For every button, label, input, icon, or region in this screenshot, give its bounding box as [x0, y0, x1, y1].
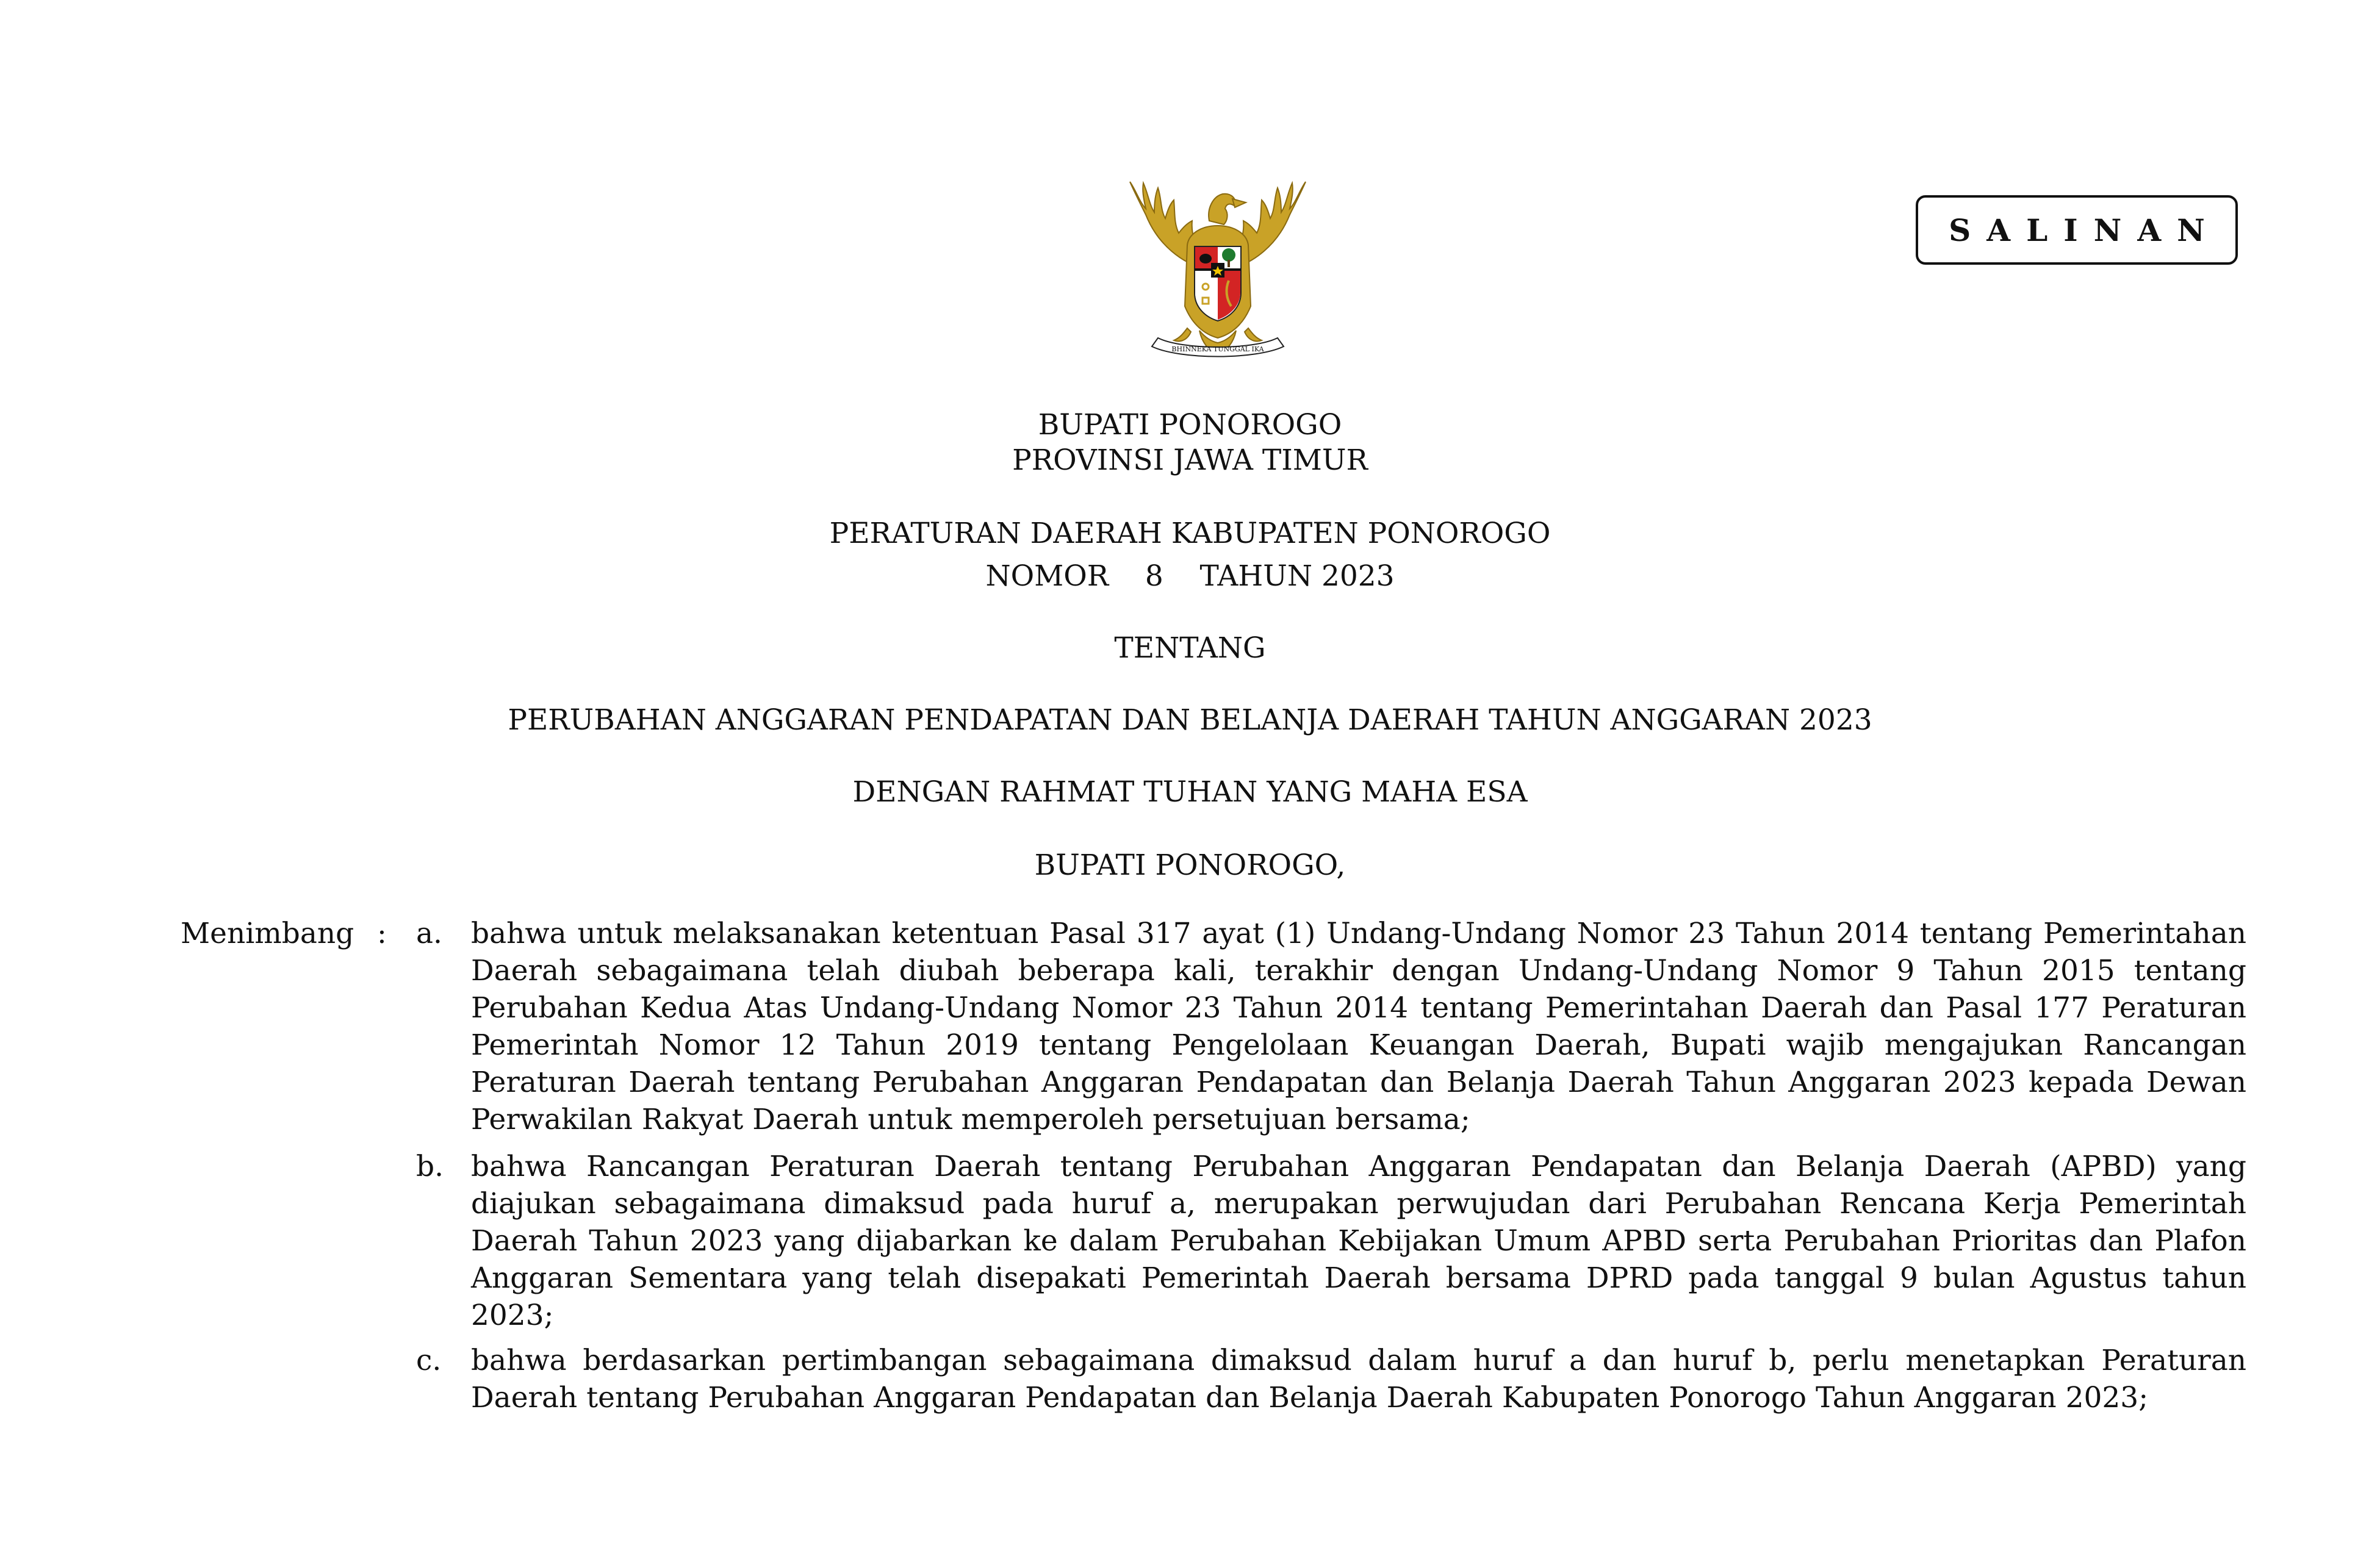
blessing-line: DENGAN RAHMAT TUHAN YANG MAHA ESA	[852, 775, 1528, 809]
item-text: bahwa berdasarkan pertimbangan sebagaimana dimaksud dalam huruf a dan huruf b, perlu menetapkan Peraturan Daerah tentang Perubahan Anggaran Pendapatan dan Belanja Daerah Kabupaten Ponorogo Tahun Anggaran 2023;	[471, 1344, 2246, 1414]
regulation-number: NOMOR 8 TAHUN 2023	[985, 559, 1395, 593]
item-text: bahwa untuk melaksanakan ketentuan Pasal 317 ayat (1) Undang-Undang Nomor 23 Tahun 2014 tentang Pemerintahan Daerah sebagaimana telah diubah beberapa kali, terakhir dengan Undang-Undang Nomor 9 Tahun 2015 tentang Perubahan Kedua Atas Undang-Undang Nomor 23 Tahun 2014 tentang Pemerintahan Daerah dan Pasal 177 Peraturan Pemerintah Nomor 12 Tahun 2019 tentang Pengelolaan Keuangan Daerah, Bupati wajib mengajukan Rancangan Peraturan Daerah tentang Perubahan Anggaran Pendapatan dan Belanja Daerah Tahun Anggaran 2023 kepada Dewan Perwakilan Rakyat Daerah untuk memperoleh persetujuan bersama;	[471, 917, 2246, 1136]
regulation-subject: PERUBAHAN ANGGARAN PENDAPATAN DAN BELANJA DAERAH TAHUN ANGGARAN 2023	[508, 703, 1872, 737]
item-letter: b.	[416, 1150, 444, 1183]
garuda-emblem-icon	[1115, 178, 1320, 373]
considering-colon: :	[377, 917, 387, 950]
header-line-2: PROVINSI JAWA TIMUR	[1012, 443, 1368, 477]
considering-label: Menimbang	[181, 917, 354, 950]
official-line: BUPATI PONOROGO,	[1034, 848, 1346, 882]
salinan-stamp	[1916, 195, 2238, 265]
item-letter: a.	[416, 917, 442, 950]
about-heading: TENTANG	[1114, 631, 1266, 665]
item-letter: c.	[416, 1344, 442, 1377]
regulation-title: PERATURAN DAERAH KABUPATEN PONOROGO	[829, 517, 1551, 550]
salinan-label: SALINAN	[1949, 212, 2221, 248]
emblem-motto: BHINNEKA TUNGGAL IKA	[1171, 345, 1264, 353]
header-line-1: BUPATI PONOROGO	[1038, 408, 1342, 442]
item-text: bahwa Rancangan Peraturan Daerah tentang Perubahan Anggaran Pendapatan dan Belanja Daerah (APBD) yang diajukan sebagaimana dimaksud pada huruf a, merupakan perwujudan dari Perubahan Rencana Kerja Pemerintah Daerah Tahun 2023 yang dijabarkan ke dalam Perubahan Kebijakan Umum APBD serta Perubahan Prioritas dan Plafon Anggaran Sementara yang telah disepakati Pemerintah Daerah bersama DPRD pada tanggal 9 bulan Agustus tahun 2023;	[471, 1150, 2246, 1332]
